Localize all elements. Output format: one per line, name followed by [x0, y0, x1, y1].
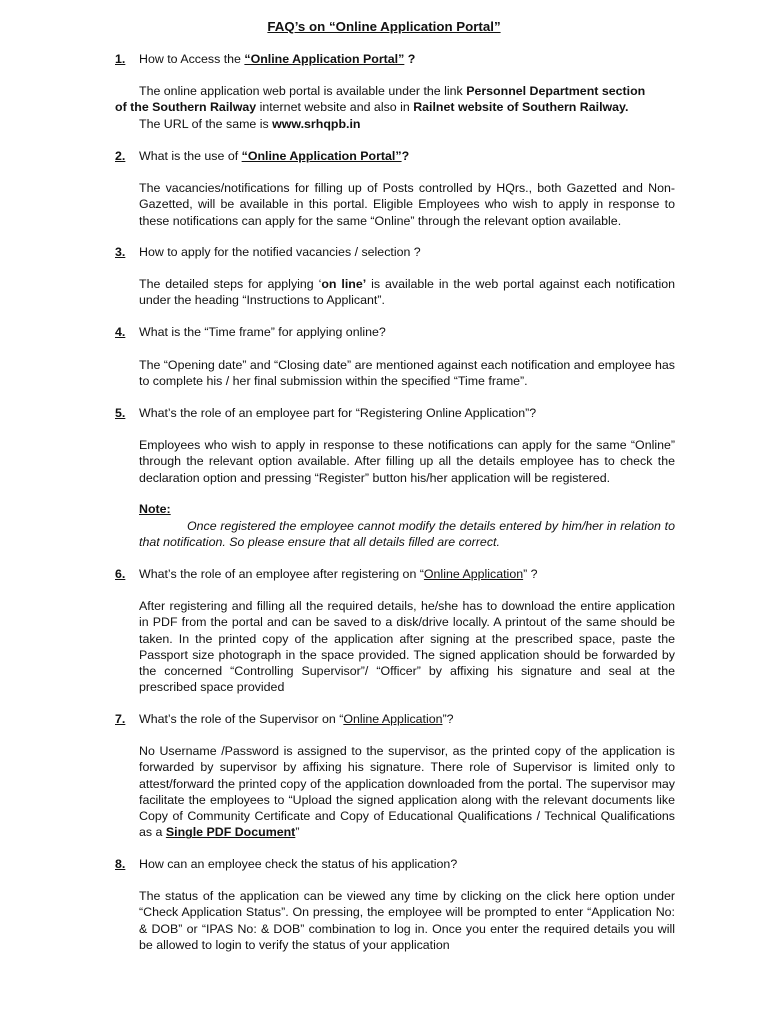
answer-text: The online application web portal is available under the link [139, 84, 467, 98]
note-label: Note: [139, 502, 171, 516]
question-text: What is the “Time frame” for applying online? [139, 325, 386, 339]
question-number: 4. [115, 325, 126, 339]
question-number: 1. [115, 52, 126, 66]
question-text [139, 148, 409, 164]
question-text-part: What’s the role of an employee after registering on “ [139, 567, 424, 581]
answer-bold: Railnet website of Southern Railway. [413, 100, 629, 115]
answer-bold: Single PDF Document [165, 825, 296, 840]
question-text: How to apply for the notified vacancies / selection ? [139, 245, 421, 259]
question-highlight: Online Application [343, 712, 443, 726]
answer-text: internet website and also in [256, 100, 414, 115]
question-number: 6. [115, 567, 126, 581]
answer-1-line [115, 116, 675, 132]
answer-text: is available in the web portal against each notification under the heading “Instructions to Applicant”. [139, 277, 676, 308]
answer-1-line [115, 83, 675, 99]
question-text-part: ”? [442, 712, 454, 726]
question-number: 8. [115, 857, 126, 871]
answer-1-line [115, 99, 675, 115]
question-number: 3. [115, 245, 126, 259]
question-highlight: “Online Application Portal” [244, 52, 405, 66]
answer-5: Employees who wish to apply in response to these notifications can apply for the same “Online” through the relevant option available. After filling up all the details employee has to check the declaration option and pressing “Register” button his/her application will be registered. [139, 438, 675, 485]
answer-2: The vacancies/notifications for filling up of Posts controlled by HQrs., both Gazetted and Non-Gazetted, will be available in this portal. Eligible Employees who wish to apply in response to these notifications can apply for the same “Online” through the relevant option available. [139, 181, 675, 228]
question-number: 5. [115, 406, 126, 420]
question-text [139, 51, 415, 67]
answer-text: The detailed steps for applying ‘ [139, 277, 322, 291]
question-text [139, 711, 454, 727]
answer-text: No Username /Password is assigned to the supervisor, as the printed copy of the application is forwarded by supervisor by affixing his signature. There role of Supervisor is limited only to attest/forward the printed copy of the application downloaded from the portal. The supervisor may facilitate the employees to “Upload the signed application along with the relevant documents like Copy of Community Certificate and Copy of Educational Qualifications / Technical Qualifications as a [139, 744, 675, 840]
answer-4: The “Opening date” and “Closing date” are mentioned against each notification and employee has to complete his / her final submission within the specified “Time frame”. [139, 358, 675, 389]
question-text-part: ? [404, 52, 416, 66]
answer-6: After registering and filling all the required details, he/she has to download the entire application in PDF from the portal and can be saved to a disk/drive locally. A printout of the same should be taken. In the printed copy of the application after signing at the prescribed space, paste the Passport size photograph in the space provided. The signed application should be forwarded by the concerned “Controlling Supervisor”/ “Officer” by affixing his signature and seal at the prescribed space provided [139, 599, 675, 695]
answer-bold: on line’ [321, 277, 367, 291]
question-text-part: ” ? [523, 567, 538, 581]
question-text [139, 566, 538, 582]
question-text-part: How to Access the [139, 52, 245, 66]
question-text: How can an employee check the status of his application? [139, 857, 458, 871]
answer-7 [139, 743, 675, 841]
answer-text: ” [295, 825, 300, 840]
answer-text: The URL of the same is [139, 116, 273, 131]
question-text: What’s the role of an employee part for “Registering Online Application”? [139, 406, 537, 420]
answer-bold: Personnel Department section [466, 84, 646, 98]
question-text-part: ? [401, 149, 410, 163]
question-number: 7. [115, 712, 126, 726]
answer-8: The status of the application can be viewed any time by clicking on the click here option under “Check Application Status”. On pressing, the employee will be prompted to enter “Application No: & DOB” or “IPAS No: & DOB” combination to log in. Once you enter the required details you will be allowed to login to verify the status of your application [139, 889, 675, 952]
url-text: www.srhqpb.in [272, 116, 361, 131]
note-text: Once registered the employee cannot modify the details entered by him/her in relation to that notification. So please ensure that all details filled are correct. [139, 519, 675, 550]
page-title: FAQ’s on “Online Application Portal” [267, 19, 501, 34]
answer-1 [115, 83, 675, 132]
answer-3 [139, 276, 675, 309]
question-highlight: “Online Application Portal” [241, 149, 402, 163]
question-highlight: Online Application [423, 567, 524, 581]
question-number: 2. [115, 149, 126, 163]
answer-bold: of the Southern Railway [115, 100, 257, 115]
question-text-part: What is the use of [139, 149, 242, 163]
question-text-part: What’s the role of the Supervisor on “ [139, 712, 344, 726]
